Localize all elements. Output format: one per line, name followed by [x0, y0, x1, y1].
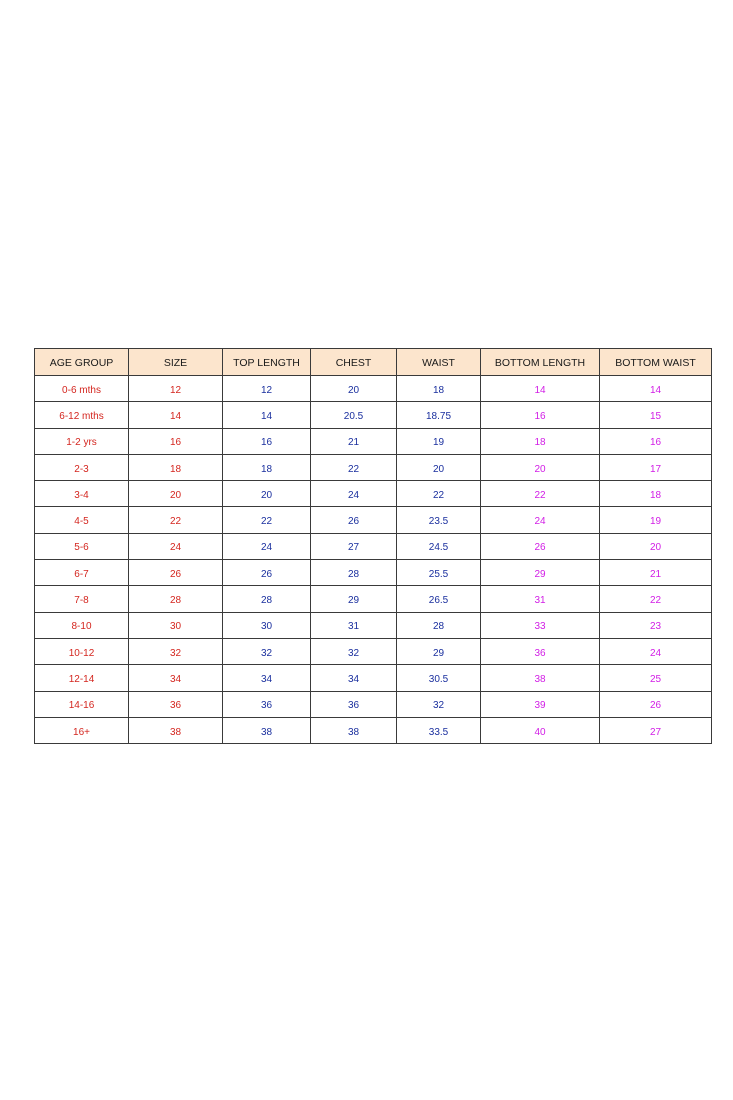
cell-size: 26: [129, 560, 223, 586]
cell-bottom-waist: 27: [600, 717, 712, 743]
cell-waist: 29: [397, 638, 481, 664]
cell-chest: 28: [311, 560, 397, 586]
cell-waist: 30.5: [397, 665, 481, 691]
cell-chest: 20: [311, 376, 397, 402]
cell-size: 12: [129, 376, 223, 402]
cell-waist: 20: [397, 454, 481, 480]
cell-age-group: 0-6 mths: [35, 376, 129, 402]
cell-chest: 29: [311, 586, 397, 612]
cell-chest: 34: [311, 665, 397, 691]
header-row: [35, 349, 712, 376]
table-row: [35, 533, 712, 559]
cell-age-group: 16+: [35, 717, 129, 743]
cell-chest: 32: [311, 638, 397, 664]
cell-age-group: 4-5: [35, 507, 129, 533]
cell-chest: 20.5: [311, 402, 397, 428]
cell-bottom-length: 29: [481, 560, 600, 586]
cell-top-length: 28: [223, 586, 311, 612]
cell-age-group: 6-12 mths: [35, 402, 129, 428]
cell-waist: 18: [397, 376, 481, 402]
cell-bottom-length: 14: [481, 376, 600, 402]
cell-size: 28: [129, 586, 223, 612]
cell-top-length: 24: [223, 533, 311, 559]
cell-bottom-waist: 20: [600, 533, 712, 559]
cell-size: 18: [129, 454, 223, 480]
cell-bottom-waist: 24: [600, 638, 712, 664]
cell-bottom-length: 31: [481, 586, 600, 612]
cell-age-group: 5-6: [35, 533, 129, 559]
cell-bottom-length: 22: [481, 481, 600, 507]
table-body: [35, 376, 712, 744]
cell-age-group: 7-8: [35, 586, 129, 612]
table-row: [35, 428, 712, 454]
header-bottom-length: BOTTOM LENGTH: [481, 349, 600, 376]
table-row: [35, 481, 712, 507]
header-waist: WAIST: [397, 349, 481, 376]
table-row: [35, 665, 712, 691]
cell-bottom-waist: 21: [600, 560, 712, 586]
cell-top-length: 14: [223, 402, 311, 428]
cell-bottom-length: 40: [481, 717, 600, 743]
cell-bottom-length: 33: [481, 612, 600, 638]
size-chart-table: [34, 348, 712, 744]
cell-top-length: 32: [223, 638, 311, 664]
cell-bottom-length: 36: [481, 638, 600, 664]
header-age-group: AGE GROUP: [35, 349, 129, 376]
header-chest: CHEST: [311, 349, 397, 376]
table-row: [35, 638, 712, 664]
cell-bottom-waist: 19: [600, 507, 712, 533]
cell-bottom-waist: 22: [600, 586, 712, 612]
cell-chest: 26: [311, 507, 397, 533]
cell-bottom-waist: 25: [600, 665, 712, 691]
cell-chest: 22: [311, 454, 397, 480]
cell-bottom-waist: 16: [600, 428, 712, 454]
cell-size: 34: [129, 665, 223, 691]
header-size: SIZE: [129, 349, 223, 376]
header-top-length: TOP LENGTH: [223, 349, 311, 376]
cell-age-group: 12-14: [35, 665, 129, 691]
cell-waist: 23.5: [397, 507, 481, 533]
cell-age-group: 2-3: [35, 454, 129, 480]
cell-bottom-length: 38: [481, 665, 600, 691]
cell-bottom-waist: 18: [600, 481, 712, 507]
cell-chest: 27: [311, 533, 397, 559]
cell-bottom-waist: 26: [600, 691, 712, 717]
cell-age-group: 8-10: [35, 612, 129, 638]
cell-age-group: 1-2 yrs: [35, 428, 129, 454]
cell-waist: 28: [397, 612, 481, 638]
cell-top-length: 30: [223, 612, 311, 638]
cell-chest: 21: [311, 428, 397, 454]
cell-bottom-length: 39: [481, 691, 600, 717]
cell-top-length: 26: [223, 560, 311, 586]
cell-top-length: 36: [223, 691, 311, 717]
cell-waist: 25.5: [397, 560, 481, 586]
cell-size: 32: [129, 638, 223, 664]
cell-size: 36: [129, 691, 223, 717]
table-row: [35, 612, 712, 638]
cell-chest: 31: [311, 612, 397, 638]
table-row: [35, 402, 712, 428]
cell-bottom-waist: 14: [600, 376, 712, 402]
cell-waist: 32: [397, 691, 481, 717]
cell-size: 30: [129, 612, 223, 638]
table-row: [35, 586, 712, 612]
cell-waist: 33.5: [397, 717, 481, 743]
cell-top-length: 12: [223, 376, 311, 402]
cell-bottom-length: 16: [481, 402, 600, 428]
table-row: [35, 507, 712, 533]
table-row: [35, 560, 712, 586]
cell-top-length: 20: [223, 481, 311, 507]
cell-bottom-length: 18: [481, 428, 600, 454]
table-row: [35, 691, 712, 717]
cell-chest: 24: [311, 481, 397, 507]
cell-top-length: 22: [223, 507, 311, 533]
cell-top-length: 18: [223, 454, 311, 480]
cell-size: 16: [129, 428, 223, 454]
cell-top-length: 16: [223, 428, 311, 454]
table-row: [35, 454, 712, 480]
cell-chest: 36: [311, 691, 397, 717]
table-row: [35, 717, 712, 743]
cell-size: 38: [129, 717, 223, 743]
table-row: [35, 376, 712, 402]
cell-waist: 24.5: [397, 533, 481, 559]
cell-age-group: 6-7: [35, 560, 129, 586]
cell-waist: 18.75: [397, 402, 481, 428]
cell-age-group: 10-12: [35, 638, 129, 664]
cell-waist: 22: [397, 481, 481, 507]
cell-top-length: 38: [223, 717, 311, 743]
header-bottom-waist: BOTTOM WAIST: [600, 349, 712, 376]
cell-bottom-length: 26: [481, 533, 600, 559]
cell-bottom-waist: 15: [600, 402, 712, 428]
cell-size: 24: [129, 533, 223, 559]
table-header: [35, 349, 712, 376]
cell-size: 22: [129, 507, 223, 533]
cell-waist: 26.5: [397, 586, 481, 612]
cell-bottom-waist: 17: [600, 454, 712, 480]
cell-chest: 38: [311, 717, 397, 743]
cell-bottom-length: 24: [481, 507, 600, 533]
cell-bottom-length: 20: [481, 454, 600, 480]
cell-waist: 19: [397, 428, 481, 454]
cell-bottom-waist: 23: [600, 612, 712, 638]
cell-size: 14: [129, 402, 223, 428]
cell-age-group: 3-4: [35, 481, 129, 507]
cell-size: 20: [129, 481, 223, 507]
cell-age-group: 14-16: [35, 691, 129, 717]
cell-top-length: 34: [223, 665, 311, 691]
